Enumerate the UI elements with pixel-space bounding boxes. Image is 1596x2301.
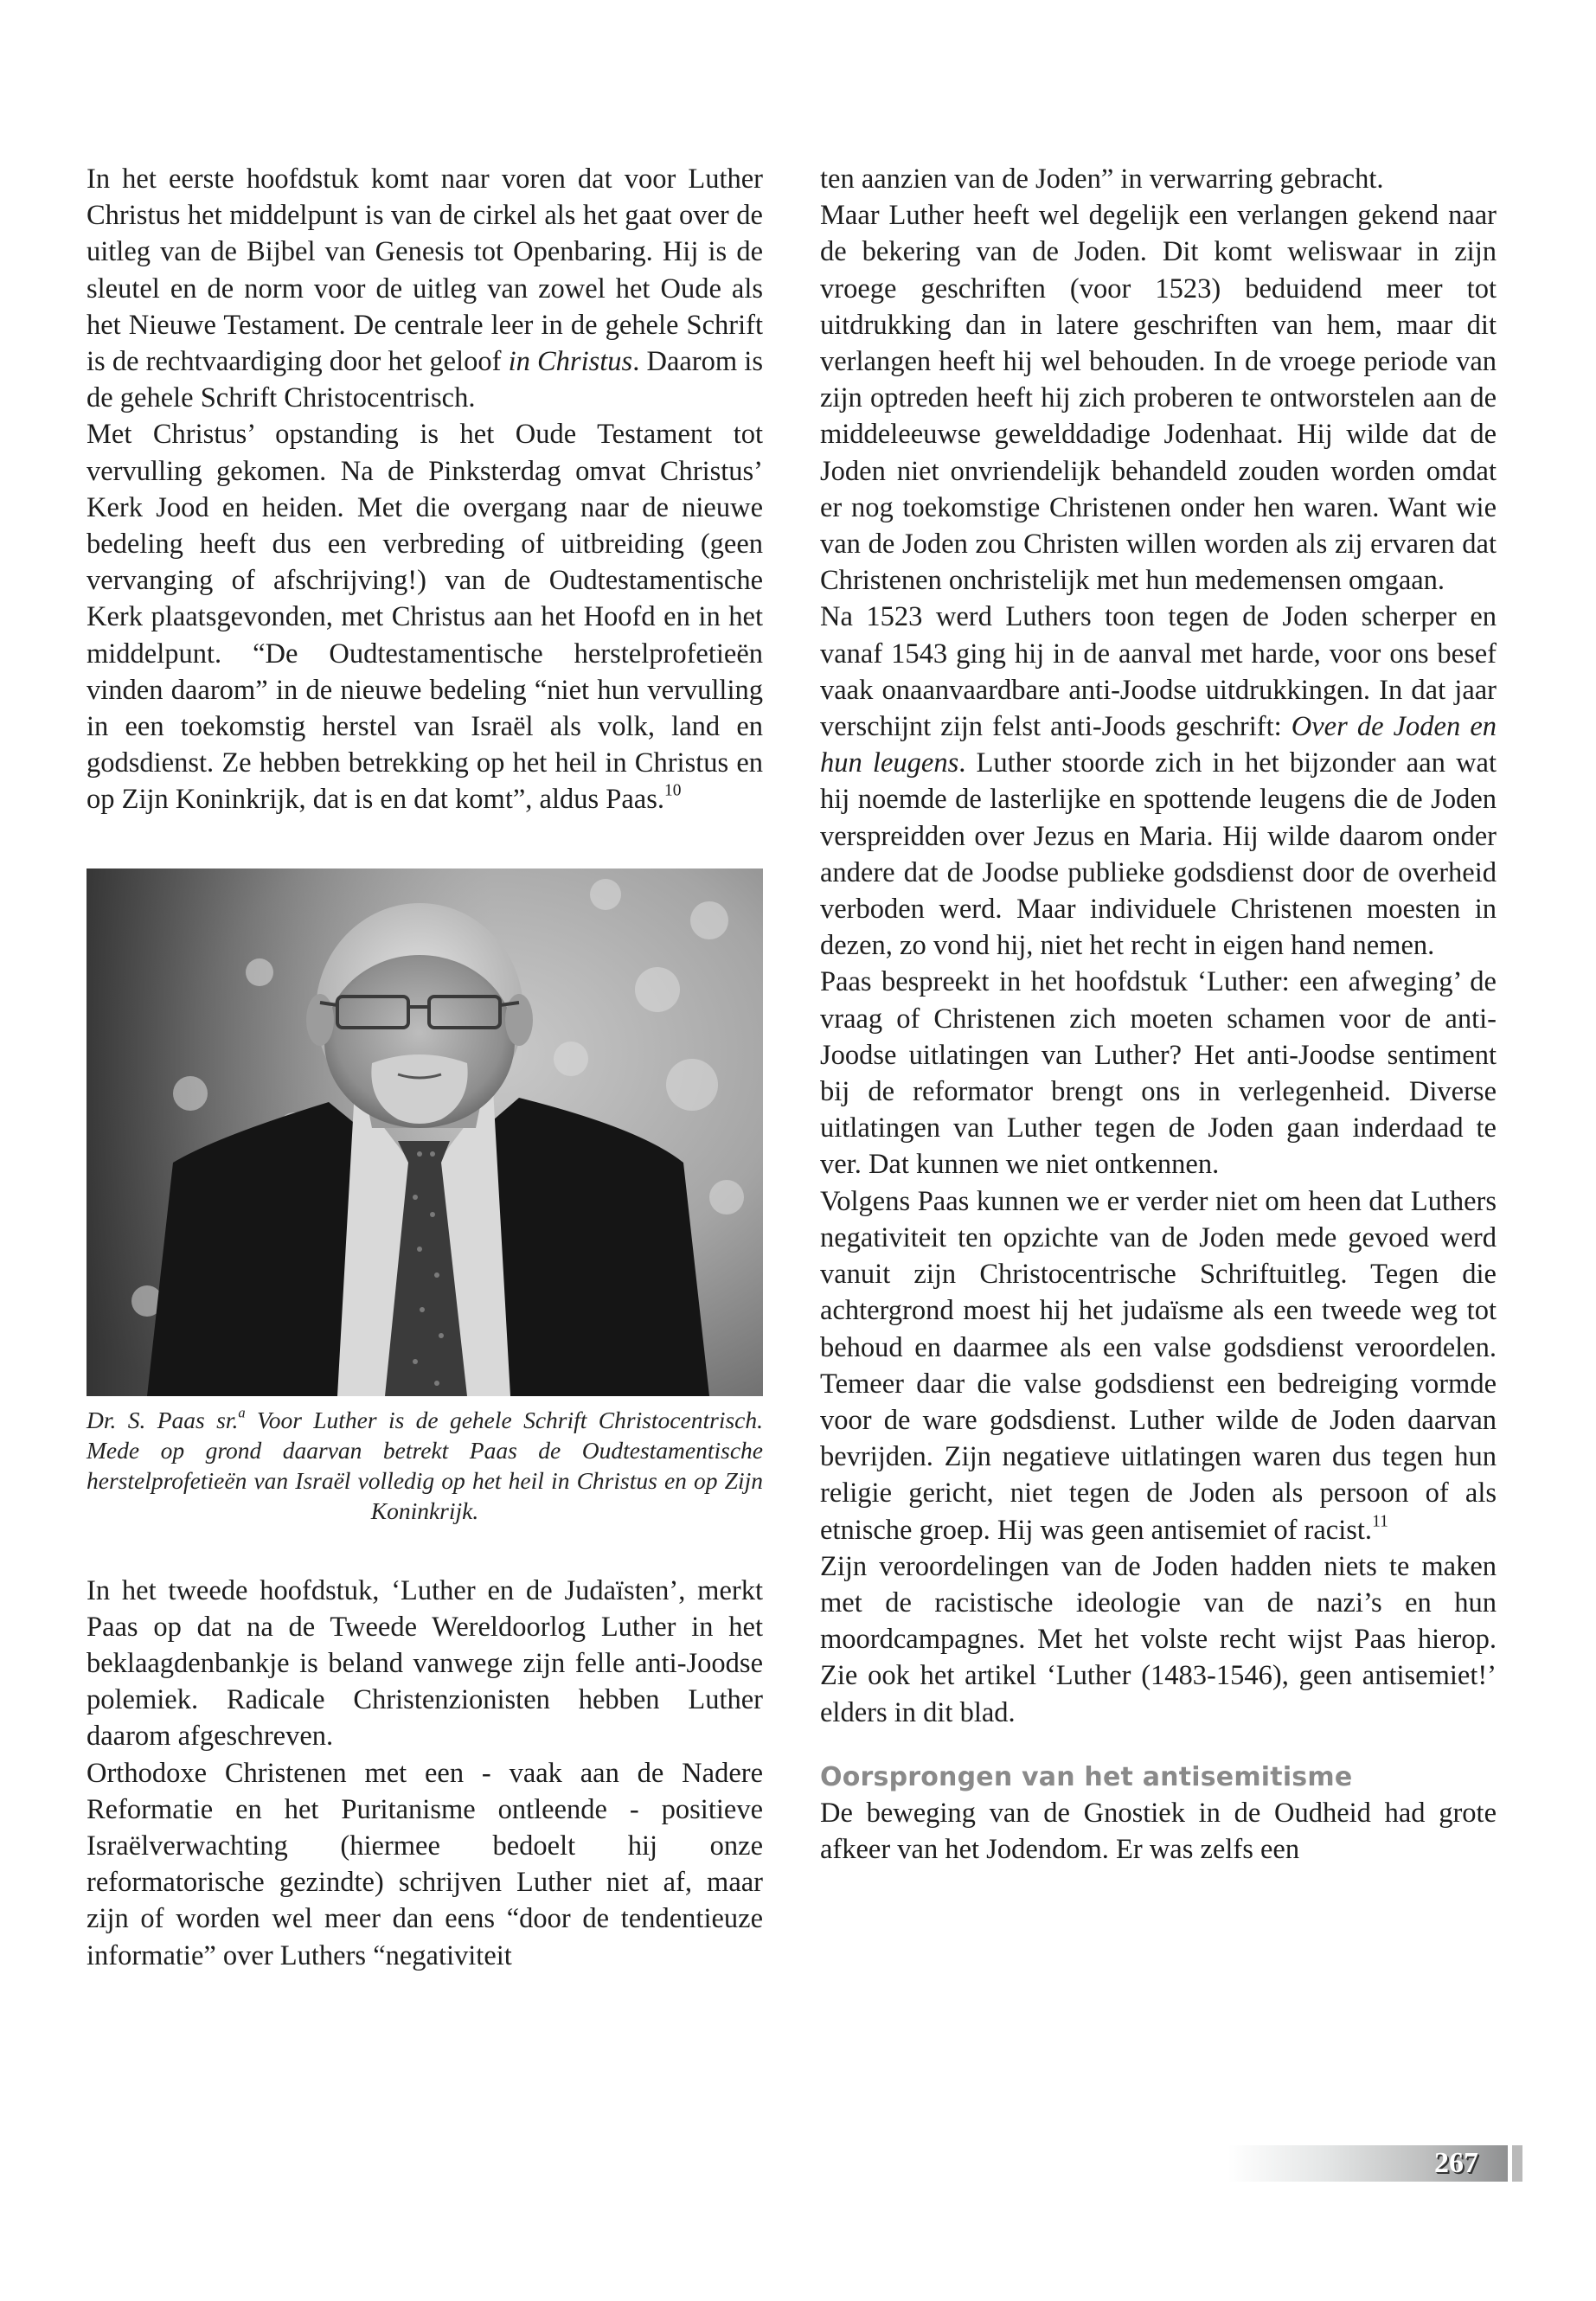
caption-footnote-marker[interactable]: a: [238, 1404, 246, 1421]
caption-text: Voor Luther is de gehele Schrift Christocentrisch. Mede op grond daarvan betrekt Paas de Oudtestamentische herstelprofetieën van Israël volledig op het heil in Christus en op Zijn Koninkrijk.: [87, 1406, 763, 1524]
paragraph-condemnations: Zijn veroordelingen van de Joden hadden niets te maken met de racistische ideologie van de nazi’s en hun moordcampagnes. Met het volste recht wijst Paas hierop. Zie ook het artikel ‘Luther (1483-1546), geen antisemiet!’ elders in dit blad.: [820, 1550, 1497, 1728]
paragraph-after-1523: [820, 599, 1497, 964]
right-column: [820, 161, 1497, 1868]
book-title: Over de Joden en hun leugens: [820, 711, 1497, 779]
paragraph-conversion: Maar Luther heeft wel degelijk een verlangen gekend naar de bekering van de Joden. Dit komt weliswaar in zijn vroege geschriften (voor 1523) beduidend meer tot uitdrukking dan in latere geschriften van hem, maar dit verlangen heeft hij wel behouden. In de vroege periode van zijn optreden heeft hij zich proberen te ontworstelen aan de middeleeuwse gewelddadige Jodenhaat. Hij wilde dat de Joden niet onvriendelijk behandeld zouden worden omdat er nog toekomstige Christenen onder hen waren. Want wie van de Joden zou Christen willen worden als zij ervaren dat Christenen onchristelijk met hun medemensen omgaan.: [820, 200, 1497, 597]
paragraph-weighing: Paas bespreekt in het hoofdstuk ‘Luther: een afweging’ de vraag of Christenen zich moeten schamen voor de anti-Joodse uitlatingen van Luther? Het anti-Joodse sentiment bij de reformator brengt ons in verlegenheid. Diverse uitlatingen van Luther tegen de Joden gaan inderdaad te ver. Dat kunnen we niet ontkennen.: [820, 966, 1497, 1181]
left-column: [87, 161, 763, 1974]
page-number-bar: [1228, 2145, 1508, 2182]
text: Met Christus’ opstanding is het Oude Testament tot vervulling gekomen. Na de Pinksterdag omvat Christus’ Kerk Jood en heiden. Met die overgang naar de nieuwe bedeling heeft dus een verbreding of uitbreiding (geen vervanging of afschrijving!) van de Oudtestamentische Kerk plaatsgevonden, met Christus aan het Hoofd en in het middelpunt. “De Oudtestamentische herstelprofetieën vinden daarom” in de nieuwe bedeling “niet hun vervulling in een toekomstig herstel van Israël als volk, land en godsdienst. Ze hebben betrekking op het heil in Christus en op Zijn Koninkrijk, dat is en dat komt”, aldus Paas.: [87, 419, 763, 816]
section-heading: Oorsprongen van het antisemitisme: [820, 1761, 1353, 1792]
paragraph-according-to-paas: [820, 1183, 1497, 1548]
text: In het eerste hoofdstuk komt naar voren dat voor Luther Christus het middelpunt is van de cirkel als het gaat over de uitleg van de Bijbel van Genesis tot Openbaring. Hij is de sleutel en de norm voor de uitleg van zowel het Oude als het Nieuwe Testament. De centrale leer in de gehele Schrift is de rechtvaardiging door het geloof: [87, 163, 763, 378]
text: Na 1523 werd Luthers toon tegen de Joden scherper en vanaf 1543 ging hij in de aanval met harde, voor ons besef vaak onaanvaardbare anti-Joodse uitdrukkingen. In dat jaar verschijnt zijn felst anti-Joods geschrift:: [820, 601, 1497, 743]
text: . Daarom is de gehele Schrift Christocentrisch.: [87, 346, 763, 414]
paragraph-first-chapter: [87, 161, 763, 416]
photo-caption: [87, 1405, 763, 1526]
footnote-marker[interactable]: 10: [663, 781, 682, 800]
italic-text: in Christus: [508, 346, 633, 378]
portrait-photo: [87, 868, 763, 1396]
paragraph-gnostics: De beweging van de Gnostiek in de Oudheid had grote afkeer van het Jodendom. Er was zelfs een: [820, 1797, 1497, 1865]
page-bar-accent: [1512, 2145, 1522, 2182]
paragraph-continued: ten aanzien van de Joden” in verwarring gebracht.: [820, 163, 1384, 195]
portrait-image: [87, 868, 763, 1396]
text: . Luther stoorde zich in het bijzonder aan wat hij noemde de lasterlijke en spottende leugens die de Joden verspreidden over Jezus en Maria. Hij wilde daarom onder andere dat de Joodse publieke godsdienst door de overheid verboden werd. Maar individuele Christenen moesten in dezen, zo vond hij, niet het recht in eigen hand nemen.: [820, 747, 1497, 962]
footnote-marker[interactable]: 11: [1372, 1511, 1388, 1530]
paragraph-orthodox: Orthodoxe Christenen met een - vaak aan de Nadere Reformatie en het Puritanisme ontleende - positieve Israëlverwachting (hiermee bedoelt hij onze reformatorische gezindte) schrijven Luther niet af, maar zijn of worden wel meer dan eens “door de tendentieuze informatie” over Luthers “negativiteit: [87, 1757, 763, 1971]
caption-name: Dr. S. Paas sr.: [87, 1406, 239, 1433]
paragraph-resurrection: [87, 416, 763, 817]
paragraph-second-chapter: In het tweede hoofdstuk, ‘Luther en de Judaïsten’, merkt Paas op dat na de Tweede Wereldoorlog Luther in het beklaagdenbankje is beland vanwege zijn felle anti-Joodse polemiek. Radicale Christenzionisten hebben Luther daarom afgeschreven.: [87, 1574, 763, 1753]
page-number: 267: [1434, 2147, 1478, 2179]
text: Volgens Paas kunnen we er verder niet om heen dat Luthers negativiteit ten opzichte van de Joden mede gevoed werd vanuit zijn Christocentrische Schriftuitleg. Tegen die achtergrond moest hij het judaïsme als een tweede weg tot behoud en daarmee als een valse godsdienst veroordelen. Temeer daar die valse godsdienst een bedreiging vormde voor de ware godsdienst. Luther wilde de Joden daarvan bevrijden. Zijn negatieve uitlatingen waren dus tegen hun religie gericht, niet tegen de Joden als persoon of als etnische groep. Hij was geen antisemiet of racist.: [820, 1185, 1497, 1546]
